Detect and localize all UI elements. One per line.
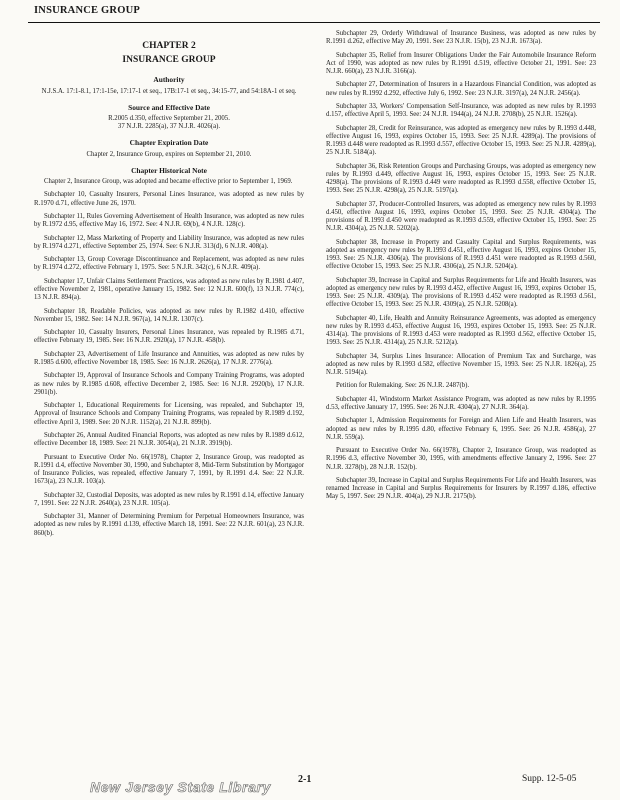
history-paragraph: Subchapter 18, Readable Policies, was adopted as new rules by R.1982 d.410, effective November 15, 1982. See: 14 N.J.R. 967(a), 14 N.J.R. 1307(c). xyxy=(34,307,304,323)
history-paragraph: Subchapter 23, Advertisement of Life Insurance and Annuities, was adopted as new rules by R.1985 d.600, effective November 18, 1985. See: 16 N.J.R. 2626(a), 17 N.J.R. 2776(a). xyxy=(34,350,304,366)
history-paragraph: Subchapter 32, Custodial Deposits, was adopted as new rules by R.1991 d.14, effective January 7, 1991. See: 22 N.J.R. 2640(a), 23 N.J.R. 105(a). xyxy=(34,491,304,507)
source-line-2: 37 N.J.R. 2285(a), 37 N.J.R. 4026(a). xyxy=(117,123,221,131)
authority-text: N.J.S.A. 17:1-8.1, 17:1-15e, 17:17-1 et seq., 17B:17-1 et seq., 34:15-77, and 54:18A-1 et seq. xyxy=(41,87,297,95)
history-paragraph: Subchapter 40, Life, Health and Annuity Reinsurance Agreements, was adopted as emergency new rules by R.1993 d.453, effective August 16, 1993, expires October 15, 1993. See: 25 N.J.R. 4314(a). The provisions of R.1993 d.453 were readopted as R.1993 d.562, effective October 15, 1993. See: 25 N.J.R. 4314(a), 25 N.J.R. 5212(a). xyxy=(326,314,596,347)
history-paragraph: Pursuant to Executive Order No. 66(1978), Chapter 2, Insurance Group, was readopted as R.1991 d.4, effective November 30, 1990, and Subchapter 8, Mid-Term Substitution by Mortgagor of Insurance Policies, was repealed, effective January 7, 1991, by R.1991 d.4. See: 22 N.J.R. 1673(a), 23 N.J.R. 103(a). xyxy=(34,453,304,486)
source-heading: Source and Effective Date xyxy=(128,102,210,112)
header-rule xyxy=(28,22,600,23)
history-paragraph: Subchapter 39, Increase in Capital and Surplus Requirements For Life and Health Insurers, was renamed Increase in Capital and Surplus Requirements for Insurers by R.1997 d.186, effective May 5, 1997. See: 29 N.J.R. 404(a), 29 N.J.R. 2175(b). xyxy=(326,476,596,501)
history-paragraph: Subchapter 12, Mass Marketing of Property and Liability Insurance, was adopted as new rules by R.1974 d.271, effective September 25, 1974. See: 6 N.J.R. 313(d), 6 N.J.R. 408(a). xyxy=(34,234,304,250)
history-paragraph: Subchapter 1, Admission Requirements for Foreign and Alien Life and Health Insurers, was adopted as new rules by R.1995 d.80, effective February 6, 1995. See: 26 N.J.R. 4586(a), 27 N.J.R. 559(a). xyxy=(326,417,596,441)
history-paragraph: Subchapter 35, Relief from Insurer Obligations Under the Fair Automobile Insurance Reform Act of 1990, was adopted as new rules by R.1991 d.519, effective October 21, 1991. See: 23 N.J.R. 660(a), 23 N.J.R. 3166(a). xyxy=(326,51,596,75)
history-paragraph: Subchapter 26, Annual Audited Financial Reports, was adopted as new rules by R.1989 d.612, effective December 18, 1989. See: 21 N.J.R. 3054(a), 21 N.J.R. 3919(b). xyxy=(34,431,304,448)
history-paragraph: Subchapter 36, Risk Retention Groups and Purchasing Groups, was adopted as emergency new rules by R.1993 d.449, effective August 16, 1993, expires October 15, 1993. See: 25 N.J.R. 4298(a). The provisions of R.1993 d.449 were readopted as R.1993 d.558, effective October 15, 1993. See: 25 N.J.R. 4298(a), 25 N.J.R. 5197(a). xyxy=(326,162,596,195)
history-paragraph: Subchapter 34, Surplus Lines Insurance: Allocation of Premium Tax and Surcharge, was adopted as new rules by R.1993 d.582, effective November 15, 1993. See: 25 N.J.R. 1826(a), 25 N.J.R. 5194(a). xyxy=(326,352,596,376)
history-paragraph: Subchapter 13, Group Coverage Discontinuance and Replacement, was adopted as new rules by R.1974 d.272, effective February 1, 1975. See: 5 N.J.R. 342(c), 6 N.J.R. 409(a). xyxy=(34,256,304,272)
history-paragraph: Subchapter 19, Approval of Insurance Schools and Company Training Programs, was adopted as new rules by R.1985 d.608, effective December 2, 1985. See: 16 N.J.R. 2920(b), 17 N.J.R. 2901(b). xyxy=(34,372,304,396)
page-number: 2-1 xyxy=(298,774,312,785)
supplement-date: Supp. 12-5-05 xyxy=(522,774,577,784)
history-paragraph: Chapter 2, Insurance Group, was adopted and became effective prior to September 1, 1969. xyxy=(44,178,293,186)
history-paragraph: Subchapter 41, Windstorm Market Assistance Program, was adopted as new rules by R.1995 d.53, effective January 17, 1995. See: 26 N.J.R. 4304(a), 27 N.J.R. 364(a). xyxy=(326,395,596,411)
history-paragraph: Pursuant to Executive Order No. 66(1978), Chapter 2, Insurance Group, was readopted as R.1996 d.3, effective November 30, 1995, with amendments effective January 2, 1996. See: 27 N.J.R. 3278(b), 28 N.J.R. 152(b). xyxy=(326,447,596,471)
history-paragraph: Subchapter 11, Rules Governing Advertisement of Health Insurance, was adopted as new rules by R.1972 d.95, effective May 16, 1972. See: 4 N.J.R. 69(b), 4 N.J.R. 128(c). xyxy=(34,213,304,229)
history-paragraph: Subchapter 10, Casualty Insurers, Personal Lines Insurance, was repealed by R.1985 d.71, effective February 19, 1985. See: 16 N.J.R. 2920(a), 17 N.J.R. 458(b). xyxy=(34,329,304,345)
source-line-1: R.2005 d.350, effective September 21, 2005. xyxy=(108,115,230,123)
right-column xyxy=(326,30,596,507)
history-paragraph: Subchapter 10, Casualty Insurers, Personal Lines Insurance, was adopted as new rules by R.1970 d.71, effective June 26, 1970. xyxy=(34,191,304,207)
history-paragraph: Subchapter 37, Producer-Controlled Insurers, was adopted as emergency new rules by R.1993 d.450, effective August 16, 1993, expires October 15, 1993. See: 25 N.J.R. 4304(a). The provisions of R.1993 d.450 were readopted as R.1993 d.559, effective October 15, 1993. See: 25 N.J.R. 4304(a), 25 N.J.R. 5202(a). xyxy=(326,200,596,233)
history-paragraph: Subchapter 27, Determination of Insurers in a Hazardous Financial Condition, was adopted as new rules by R.1992 d.292, effective July 6, 1992. See: 23 N.J.R. 3197(a), 24 N.J.R. 2456(a). xyxy=(326,81,596,97)
history-paragraph: Subchapter 17, Unfair Claims Settlement Practices, was adopted as new rules by R.1981 d.407, effective November 2, 1981, operative January 15, 1982. See: 12 N.J.R. 600(f), 13 N.J.R. 774(c), 13 N.J.R. 894(a). xyxy=(34,277,304,302)
chapter-number: CHAPTER 2 xyxy=(142,41,196,51)
running-header: INSURANCE GROUP xyxy=(34,5,140,16)
authority-heading: Authority xyxy=(153,75,185,85)
chapter-title: INSURANCE GROUP xyxy=(122,55,216,66)
left-column xyxy=(34,30,304,543)
history-paragraph: Subchapter 33, Workers' Compensation Self-Insurance, was adopted as new rules by R.1993 d.157, effective April 5, 1993. See: 24 N.J.R. 1944(a), 24 N.J.R. 2708(b), 25 N.J.R. 1526(a). xyxy=(326,102,596,119)
library-stamp: New Jersey State Library xyxy=(90,779,271,795)
history-paragraph: Subchapter 28, Credit for Reinsurance, was adopted as emergency new rules by R.1993 d.448, effective August 16, 1993, expires October 15, 1993. See: 25 N.J.R. 4289(a). The provisions of R.1993 d.448 were readopted as R.1993 d.557, effective October 15, 1993. See: 25 N.J.R. 4289(a), 25 N.J.R. 5184(a). xyxy=(326,124,596,157)
history-paragraph: Subchapter 29, Orderly Withdrawal of Insurance Business, was adopted as new rules by R.1991 d.262, effective May 20, 1991. See: 23 N.J.R. 15(b), 23 N.J.R. 1673(a). xyxy=(326,30,596,46)
history-paragraph: Subchapter 1, Educational Requirements for Licensing, was repealed, and Subchapter 19, Approval of Insurance Schools and Company Training Programs, was repealed by R.1989 d.192, effective April 3, 1989. See: 20 N.J.R. 1152(a), 21 N.J.R. 899(b). xyxy=(34,402,304,426)
expiration-text: Chapter 2, Insurance Group, expires on September 21, 2010. xyxy=(86,150,252,158)
history-paragraph: Subchapter 31, Manner of Determining Premium for Perpetual Homeowners Insurance, was adopted as new rules by R.1991 d.139, effective March 18, 1991. See: 22 N.J.R. 601(a), 23 N.J.R. 860(b). xyxy=(34,513,304,537)
history-paragraph: Subchapter 38, Increase in Property and Casualty Capital and Surplus Requirements, was adopted as emergency new rules by R.1993 d.451, effective August 16, 1993, expires October 15, 1993. See: 25 N.J.R. 4306(a). The provisions of R.1993 d.451 were readopted as R.1993 d.560, effective October 15, 1993. See: 25 N.J.R. 4306(a), 25 N.J.R. 5204(a). xyxy=(326,238,596,271)
history-paragraph: Subchapter 39, Increase in Capital and Surplus Requirements for Life and Health Insurers, was adopted as emergency new rules by R.1993 d.452, effective August 16, 1993, expires October 15, 1993. See: 25 N.J.R. 4309(a). The provisions of R.1993 d.452 were readopted as R.1993 d.561, effective October 15, 1993. See: 25 N.J.R. 4309(a), 25 N.J.R. 5208(a). xyxy=(326,276,596,309)
expiration-heading: Chapter Expiration Date xyxy=(129,138,209,148)
historical-note-left xyxy=(34,178,304,538)
history-paragraph: Petition for Rulemaking. See: 26 N.J.R. 2487(b). xyxy=(336,382,470,390)
historical-note-heading: Chapter Historical Note xyxy=(131,165,207,175)
